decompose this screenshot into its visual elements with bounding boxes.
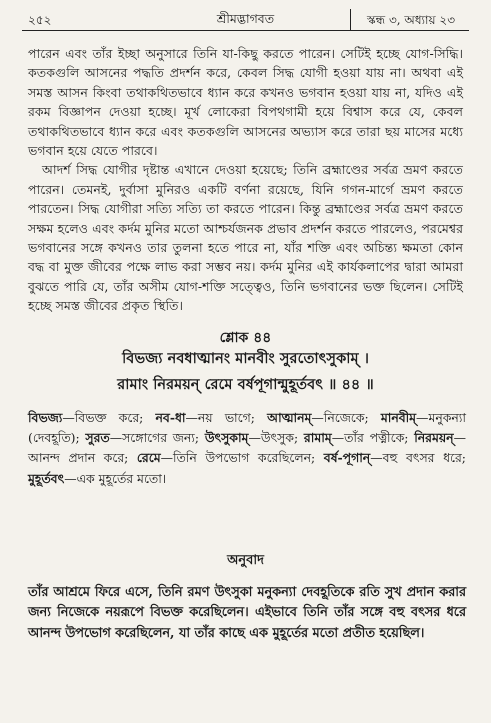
synonym-word: উৎসুকাম্ bbox=[204, 430, 249, 446]
synonym-meaning: উৎসুক; bbox=[260, 430, 299, 446]
translation-heading: অনুবাদ bbox=[227, 553, 264, 568]
synonyms-block bbox=[28, 408, 466, 489]
synonym-word: রেমে bbox=[136, 450, 161, 466]
purport-paragraph-2: আদর্শ সিদ্ধ যোগীর দৃষ্টান্ত এখানে দেওয়া হয়েছে; তিনি ব্রহ্মাণ্ডের সর্বত্র ভ্রমণ করতে পারেন। তেমনই, দুর্বাসা মুনিরও একটি বর্ণনা রয়েছে, যিনি গগন-মার্গে ভ্রমণ করতে পারতেন। সিদ্ধ যোগীরা সত্যি সত্যি তা করতে পারেন। কিন্তু ব্রহ্মাণ্ডের সর্বত্র ভ্রমণ করতে সক্ষম হলেও এবং কর্দম মুনির মতো আশ্চর্যজনক প্রভাব প্রদর্শন করতে পারলেও, পরমেশ্বর ভগবানের সঙ্গে কখনও তার তুলনা হতে পারে না, যাঁর শক্তি এবং অচিন্ত্য ক্ষমতা কোন বদ্ধ বা মুক্ত জীবের পক্ষে লাভ করা সম্ভব নয়। কর্দম মুনির এই কার্যকলাপের দ্বারা আমরা বুঝতে পারি যে, তাঁর অসীম যোগ-শক্তি সত্ত্বেও, তিনি ভগবানের ভক্ত ছিলেন। সেটিই হচ্ছে সমস্ত জীবের প্রকৃত স্থিতি। bbox=[28, 162, 463, 314]
verse-line-1: বিভজ্য নবধাত্মানং মানবীং সুরতোৎসুকাম্ । bbox=[122, 350, 369, 367]
synonym-meaning: তিনি উপভোগ করেছিলেন; bbox=[173, 450, 316, 466]
verse-line-2: রামাং নিরময়ন্ রেমে বর্ষপূগান্মুহূর্তবৎ ॥ ৪৪ ॥ bbox=[117, 376, 374, 393]
synonym-word: মুহূর্তবৎ bbox=[28, 470, 65, 486]
synonym-word: মানবীম্ bbox=[380, 410, 417, 425]
synonym-word: সুরত bbox=[85, 430, 110, 446]
synonym-word: নিরময়ন্ bbox=[414, 430, 454, 446]
synonym-meaning: তাঁর পত্নীকে; bbox=[344, 430, 409, 446]
synonyms-list: বিভজ্য—বিভক্ত করে; নব-ধা—নয় ভাগে; আত্মানম্—নিজেকে; মানবীম্—মনুকন্যা (দেবহূতি); সুরত—সঙ্গোগের জন্য; উৎসুকাম্—উৎসুক; রামাম্—তাঁর পত্নীকে; নিরময়ন্—আনন্দ প্রদান করে; রেমে—তিনি উপভোগ করেছিলেন; বর্ষ-পূগান্—বহু বৎসর ধরে; মুহূর্তবৎ—এক মুহূর্তের মতো। bbox=[28, 410, 466, 486]
purport-text bbox=[28, 44, 463, 316]
running-header bbox=[22, 8, 469, 32]
purport-paragraph-1: পারেন এবং তাঁর ইচ্ছা অনুসারে তিনি যা-কিছু করতে পারেন। সেটিই হচ্ছে যোগ-সিদ্ধি। কতকগুলি আসনের পদ্ধতি প্রদর্শন করে, কেবল সিদ্ধ যোগী হওয়া যায় না। অথবা এই সমস্ত আসন কিংবা তথাকথিতভাবে ধ্যান করে কখনও ভগবান হওয়া যায় না, যদিও এই রকম বিজ্ঞাপন দেওয়া হচ্ছে। মূর্খ লোকেরা বিপথগামী হয়ে বিশ্বাস করে যে, কেবল তথাকথিতভাবে ধ্যান করে এবং কতকগুলি আসনের অভ্যাস করে তারা ছয় মাসের মধ্যে ভগবান হয়ে যেতে পারবে। bbox=[28, 46, 463, 159]
header-divider bbox=[350, 9, 351, 31]
synonym-word: বর্ষ-পূগান্ bbox=[323, 450, 371, 466]
translation-block bbox=[28, 583, 466, 644]
header-rule bbox=[22, 30, 469, 31]
book-title: শ্রীমদ্ভাগবত bbox=[216, 11, 275, 26]
canto-chapter-location: স্কন্ধ ৩, অধ্যায় ২৩ bbox=[367, 13, 455, 27]
synonym-meaning: বিভক্ত করে; bbox=[74, 410, 144, 425]
synonym-word: নব-ধা bbox=[155, 410, 186, 425]
synonym-meaning: নয় ভাগে; bbox=[197, 410, 255, 425]
synonym-meaning: আনন্দ প্রদান করে; bbox=[28, 450, 129, 466]
page-number: ২৫২ bbox=[28, 13, 52, 27]
verse-heading: শ্লোক ৪৪ bbox=[219, 330, 272, 346]
synonym-word: বিভজ্য bbox=[28, 410, 63, 425]
synonym-meaning: বহু বৎসর ধরে; bbox=[382, 450, 466, 466]
synonym-meaning: নিজেকে; bbox=[323, 410, 369, 425]
synonym-meaning: এক মুহূর্তের মতো। bbox=[76, 470, 167, 486]
synonym-meaning: সঙ্গোগের জন্য; bbox=[122, 430, 200, 446]
synonym-word: আত্মানম্ bbox=[267, 410, 312, 425]
synonym-meaning: মনুকন্যা (দেবহূতি); bbox=[28, 410, 466, 446]
translation-text: তাঁর আশ্রমে ফিরে এসে, তিনি রমণ উৎসুকা মনুকন্যা দেবহূতিকে রতি সুখ প্রদান করার জন্য নিজেকে নয়রূপে বিভক্ত করেছিলেন। এইভাবে তিনি তাঁর সঙ্গে বহু বৎসর ধরে আনন্দ উপভোগ করেছিলেন, যা তাঁর কাছে এক মুহূর্তের মতো প্রতীত হয়েছিল। bbox=[28, 585, 466, 641]
synonym-word: রামাম্ bbox=[303, 430, 332, 446]
